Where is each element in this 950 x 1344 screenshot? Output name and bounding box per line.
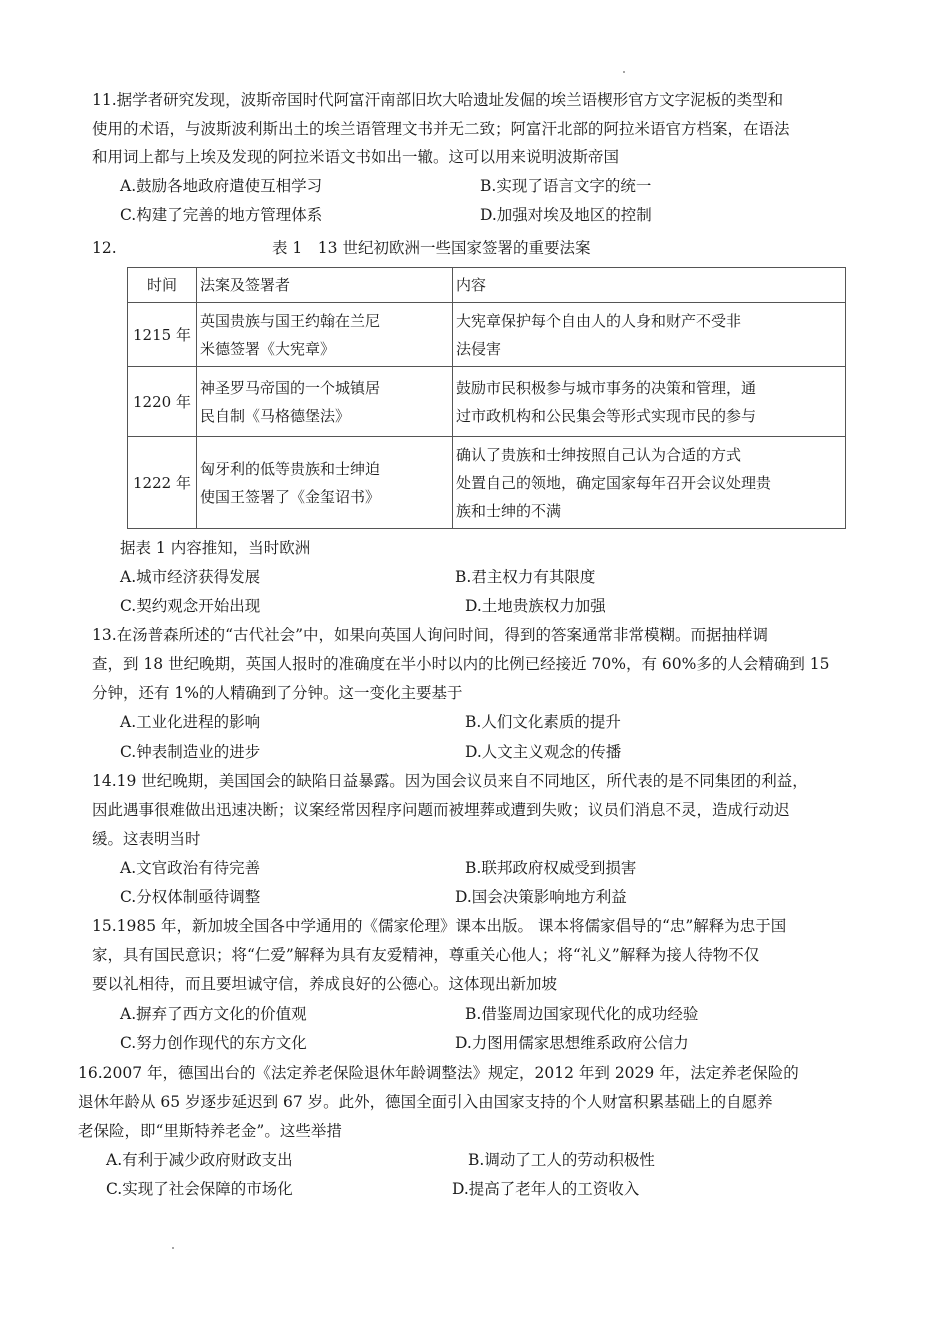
q13-option-b[interactable]: B.人们文化素质的提升 <box>465 713 621 731</box>
q13-option-c[interactable]: C.钟表制造业的进步 <box>120 743 261 761</box>
row-content-line: 法侵害 <box>456 339 502 358</box>
table-caption: 表 1 13 世纪初欧洲一些国家签署的重要法案 <box>272 239 591 257</box>
q16-line-3: 老保险，即“里斯特养老金”。这些举措 <box>78 1122 342 1140</box>
row-law <box>197 367 453 437</box>
row-law-line: 民自制《马格德堡法》 <box>200 406 351 425</box>
q14-option-c[interactable]: C.分权体制亟待调整 <box>120 888 261 906</box>
q15-option-d[interactable]: D.力图用儒家思想维系政府公信力 <box>455 1034 689 1052</box>
q12-stem: 据表 1 内容推知，当时欧洲 <box>120 539 311 557</box>
q16-option-c[interactable]: C.实现了社会保障的市场化 <box>106 1180 293 1198</box>
q14-line-3: 缓。这表明当时 <box>92 830 201 848</box>
q13-option-a[interactable]: A.工业化进程的影响 <box>120 713 261 731</box>
row-content-line: 鼓励市民积极参与城市事务的决策和管理，通 <box>456 378 757 397</box>
q16-line-2: 退休年龄从 65 岁逐步延迟到 67 岁。此外，德国全面引入由国家支持的个人财富积累基础上的自愿养 <box>78 1093 773 1111</box>
row-law-line: 米德签署《大宪章》 <box>200 339 336 358</box>
row-content-line: 过市政机构和公民集会等形式实现市民的参与 <box>456 406 757 425</box>
q15-option-a[interactable]: A.摒弃了西方文化的价值观 <box>120 1005 307 1023</box>
q14-option-a[interactable]: A.文官政治有待完善 <box>120 859 261 877</box>
row-law-line: 英国贵族与国王约翰在兰尼 <box>200 311 381 330</box>
law-table <box>127 267 846 529</box>
row-law <box>197 437 453 529</box>
q15-line-1: 15.1985 年，新加坡全国各中学通用的《儒家伦理》课本出版。 课本将儒家倡导的“忠”解释为忠于国 <box>92 917 787 935</box>
row-content-line: 大宪章保护每个自由人的人身和财产不受非 <box>456 311 742 330</box>
row-content <box>453 437 846 529</box>
q11-option-d[interactable]: D.加强对埃及地区的控制 <box>480 206 652 224</box>
q13-line-2: 查，到 18 世纪晚期，英国人报时的准确度在半小时以内的比例已经接近 70%，有 60%多的人会精确到 15 <box>92 655 830 673</box>
q11-option-c[interactable]: C.构建了完善的地方管理体系 <box>120 206 323 224</box>
table-header-row <box>128 268 846 303</box>
q13-option-d[interactable]: D.人文主义观念的传播 <box>465 743 622 761</box>
q15-option-b[interactable]: B.借鉴周边国家现代化的成功经验 <box>465 1005 699 1023</box>
q13-line-3: 分钟，还有 1%的人精确到了分钟。这一变化主要基于 <box>92 684 463 702</box>
row-year: 1222 年 <box>128 437 197 529</box>
row-content-line: 族和士绅的不满 <box>456 501 562 520</box>
row-content <box>453 303 846 367</box>
speck-bottom <box>172 1247 174 1249</box>
speck-top <box>623 71 625 73</box>
q11-option-b[interactable]: B.实现了语言文字的统一 <box>480 177 652 195</box>
row-law-line: 使国王签署了《金玺诏书》 <box>200 487 381 506</box>
row-law-line: 匈牙利的低等贵族和士绅迫 <box>200 459 381 478</box>
q13-line-1: 13.在汤普森所述的“古代社会”中，如果向英国人询问时间，得到的答案通常非常模糊。而据抽样调 <box>92 626 769 644</box>
header-law: 法案及签署者 <box>197 268 453 303</box>
q15-option-c[interactable]: C.努力创作现代的东方文化 <box>120 1034 307 1052</box>
header-time: 时间 <box>128 268 197 303</box>
q14-option-b[interactable]: B.联邦政府权威受到损害 <box>465 859 637 877</box>
table-row <box>128 303 846 367</box>
q16-line-1: 16.2007 年，德国出台的《法定养老保险退休年龄调整法》规定，2012 年到 2029 年，法定养老保险的 <box>78 1064 799 1082</box>
q14-line-1: 14.19 世纪晚期，美国国会的缺陷日益暴露。因为国会议员来自不同地区，所代表的是不同集团的利益， <box>92 772 808 790</box>
q16-option-b[interactable]: B.调动了工人的劳动积极性 <box>468 1151 655 1169</box>
q14-option-d[interactable]: D.国会决策影响地方利益 <box>455 888 627 906</box>
q16-option-d[interactable]: D.提高了老年人的工资收入 <box>452 1180 640 1198</box>
q11-line-2: 使用的术语，与波斯波利斯出土的埃兰语管理文书并无二致；阿富汗北部的阿拉米语官方档案，在语法 <box>92 120 790 138</box>
table-row <box>128 367 846 437</box>
row-year: 1220 年 <box>128 367 197 437</box>
row-law-line: 神圣罗马帝国的一个城镇居 <box>200 378 381 397</box>
q11-option-a[interactable]: A.鼓励各地政府遣使互相学习 <box>120 177 323 195</box>
row-content-line: 处置自己的领地，确定国家每年召开会议处理贵 <box>456 473 772 492</box>
q12-option-c[interactable]: C.契约观念开始出现 <box>120 597 261 615</box>
row-content-line: 确认了贵族和士绅按照自己认为合适的方式 <box>456 445 742 464</box>
q11-line-1: 11.据学者研究发现，波斯帝国时代阿富汗南部旧坎大哈遗址发倔的埃兰语楔形官方文字泥板的类型和 <box>92 91 784 109</box>
row-content <box>453 367 846 437</box>
q12-option-a[interactable]: A.城市经济获得发展 <box>120 568 261 586</box>
table-row <box>128 437 846 529</box>
q15-line-2: 家，具有国民意识；将“仁爱”解释为具有友爱精神，尊重关心他人；将“礼义”解释为接人待物不仅 <box>92 946 760 964</box>
q12-number: 12. <box>92 239 117 257</box>
row-law <box>197 303 453 367</box>
q16-option-a[interactable]: A.有利于减少政府财政支出 <box>106 1151 293 1169</box>
row-year: 1215 年 <box>128 303 197 367</box>
q11-line-3: 和用词上都与上埃及发现的阿拉米语文书如出一辙。这可以用来说明波斯帝国 <box>92 148 620 166</box>
q12-option-b[interactable]: B.君主权力有其限度 <box>455 568 596 586</box>
q15-line-3: 要以礼相待，而且要坦诚守信，养成良好的公德心。这体现出新加坡 <box>92 975 558 993</box>
header-content: 内容 <box>453 268 846 303</box>
q14-line-2: 因此遇事很难做出迅速决断；议案经常因程序问题而被埋葬或遭到失败；议员们消息不灵，造成行动迟 <box>92 801 790 819</box>
q12-option-d[interactable]: D.土地贵族权力加强 <box>465 597 606 615</box>
